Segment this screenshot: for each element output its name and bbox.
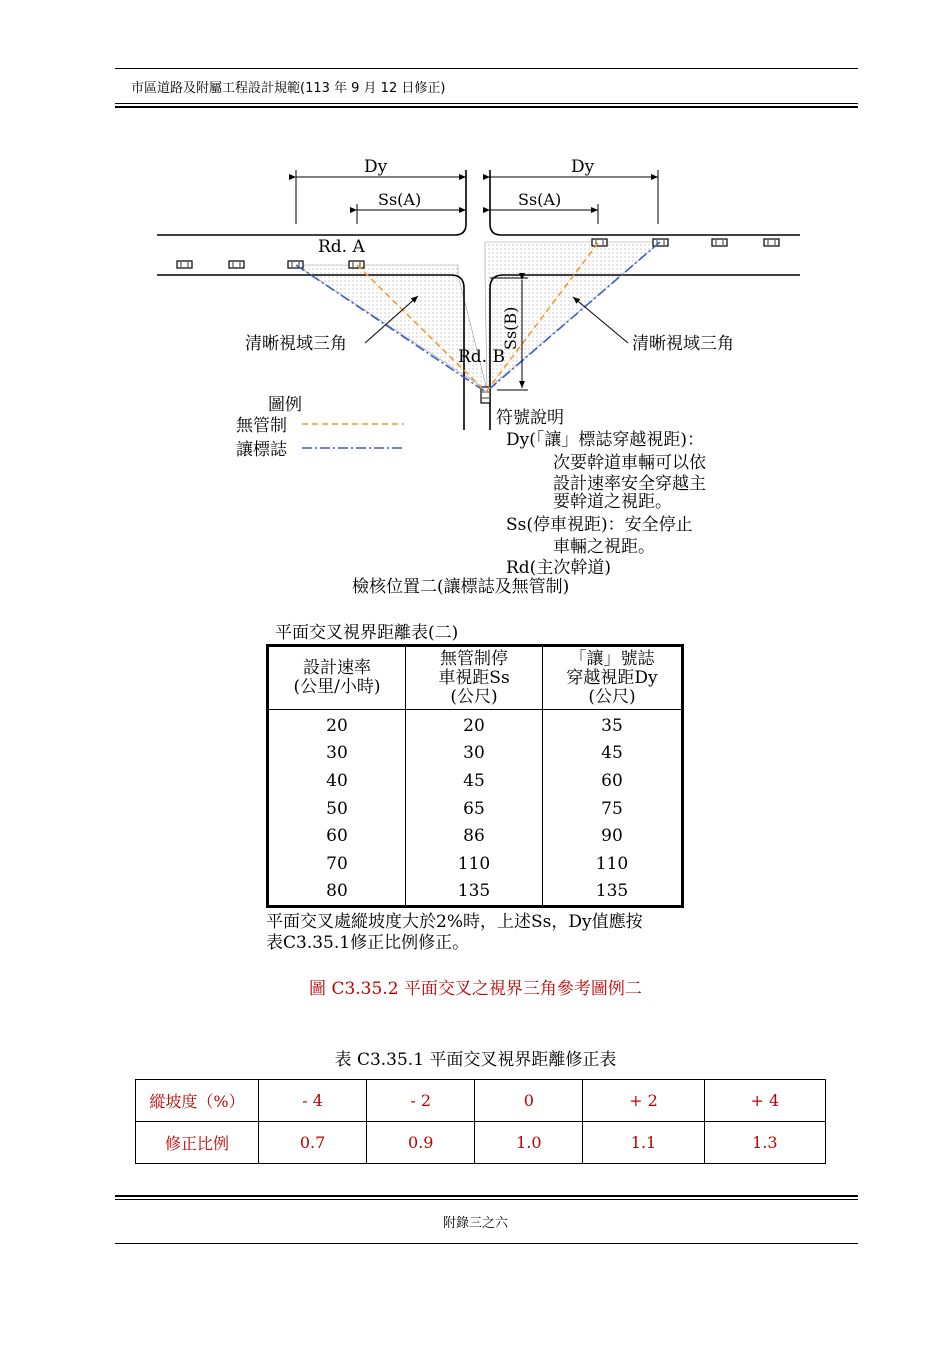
table-cell: 40 — [268, 767, 406, 795]
symbols-dy-line1: Dy(「讓」標誌穿越視距)： — [506, 430, 704, 450]
symbols-title: 符號說明 — [496, 408, 564, 428]
header-line: 車視距Ss — [438, 667, 510, 688]
table-cell: 20 — [406, 710, 543, 740]
dim-ss-b-label: Ss(B) — [501, 306, 520, 350]
table-cell: 50 — [268, 795, 406, 823]
header-line: 「讓」號誌 — [569, 648, 655, 669]
road-a-label: Rd. A — [318, 237, 365, 257]
legend-title: 圖例 — [268, 395, 302, 415]
table2-header-dy — [543, 646, 683, 710]
table-cell: 110 — [595, 853, 629, 874]
table-cell: 0 — [475, 1080, 583, 1122]
symbols-ss-line1: Ss(停車視距)：安全停止 — [506, 515, 693, 535]
header-line: (公尺) — [450, 686, 498, 707]
table-cell: + 4 — [704, 1080, 825, 1122]
table-cell: 135 — [595, 881, 629, 902]
table-cell: 修正比例 — [136, 1122, 259, 1164]
header-rule-thin — [115, 103, 858, 104]
table-cell: 縱坡度（%） — [136, 1080, 259, 1122]
header-top-rule — [115, 68, 858, 69]
table-cell: 1.3 — [704, 1122, 825, 1164]
table-row — [136, 1122, 826, 1164]
table-cell: 30 — [406, 740, 543, 768]
table-row — [268, 740, 683, 768]
symbols-rd-line: Rd(主次幹道) — [506, 558, 611, 578]
dim-ss-left-label: Ss(A) — [378, 190, 422, 209]
legend-yield-label: 讓標誌 — [236, 440, 287, 460]
table-cell: + 2 — [583, 1080, 704, 1122]
table-cell: 60 — [268, 822, 406, 850]
table-cell: 35 — [601, 715, 623, 736]
vehicle — [592, 239, 607, 246]
table-cell: 20 — [268, 710, 406, 740]
dim-dy-right-label: Dy — [571, 157, 595, 177]
table-cell: 1.1 — [583, 1122, 704, 1164]
table2-title: 平面交叉視界距離表(二) — [275, 623, 459, 643]
table-cell: 0.7 — [259, 1122, 367, 1164]
vehicle — [712, 239, 727, 246]
figure-subtitle: 檢核位置二(讓標誌及無管制) — [352, 577, 570, 597]
figure-caption: 圖 C3.35.2 平面交叉之視界三角參考圖例二 — [309, 979, 642, 999]
table-cell: 90 — [601, 826, 623, 847]
table-row — [268, 710, 683, 740]
table2-header-ss — [406, 646, 543, 710]
header-line: 設計速率 — [303, 658, 371, 678]
dim-dy-left-label: Dy — [364, 157, 388, 177]
table-cell: 45 — [406, 767, 543, 795]
table-cell: 110 — [406, 850, 543, 878]
visibility-distance-table — [266, 644, 684, 908]
correction-ratio-table — [135, 1079, 826, 1164]
symbols-dy-line2: 次要幹道車輛可以依 — [553, 453, 706, 473]
header-rule-thick — [115, 106, 858, 108]
vehicle — [349, 261, 364, 268]
table-cell: 65 — [406, 795, 543, 823]
table-row — [136, 1080, 826, 1122]
sight-triangle-diagram — [0, 140, 951, 605]
table-cell: 60 — [601, 770, 623, 791]
header-line: (公里/小時) — [293, 677, 381, 697]
table-row — [268, 850, 683, 878]
vehicle — [764, 239, 779, 246]
table-row — [268, 767, 683, 795]
table-cell: - 4 — [259, 1080, 367, 1122]
table-cell: 135 — [406, 878, 543, 907]
dim-ss-right-label: Ss(A) — [518, 190, 562, 209]
symbols-dy-line4: 要幹道之視距。 — [553, 492, 672, 512]
symbols-dy-line3: 設計速率安全穿越主 — [553, 474, 706, 494]
vehicle — [653, 239, 668, 246]
legend-uncontrolled-label: 無管制 — [236, 416, 287, 436]
vehicle — [229, 261, 244, 268]
table2-note — [266, 912, 706, 954]
table-cell: 80 — [268, 878, 406, 907]
road-edges — [157, 170, 800, 430]
header-line: 穿越視距Dy — [566, 667, 658, 688]
footer-rule-thin — [115, 1199, 858, 1200]
table-row — [268, 822, 683, 850]
table2-header-speed — [268, 646, 406, 710]
sight-triangle-left-label: 清晰視域三角 — [245, 334, 347, 354]
vehicle — [177, 261, 192, 268]
footer-rule-thick — [115, 1195, 858, 1197]
table-row — [268, 795, 683, 823]
table-cell: 30 — [268, 740, 406, 768]
table3-caption: 表 C3.35.1 平面交叉視界距離修正表 — [334, 1050, 617, 1070]
table-cell: 86 — [406, 822, 543, 850]
header-line: 無管制停 — [440, 648, 508, 669]
sight-triangle-right-label: 清晰視域三角 — [632, 334, 734, 354]
sight-triangle-left-area — [296, 265, 487, 390]
table-cell: 1.0 — [475, 1122, 583, 1164]
vehicle — [288, 261, 303, 268]
note-line: 表C3.35.1修正比例修正。 — [266, 933, 470, 953]
header-line: (公尺) — [588, 686, 636, 707]
road-b-label: Rd. B — [458, 347, 505, 367]
page-footer: 附錄三之六 — [442, 1216, 508, 1231]
table-cell: 45 — [601, 743, 623, 764]
leader-right — [573, 297, 628, 343]
table-row — [268, 878, 683, 907]
note-line: 平面交叉處縱坡度大於2%時，上述Ss，Dy值應按 — [266, 912, 643, 932]
table-cell: 70 — [268, 850, 406, 878]
symbols-ss-line2: 車輛之視距。 — [553, 537, 655, 557]
footer-bottom-rule — [115, 1243, 858, 1244]
table-cell: 75 — [601, 798, 623, 819]
page-header: 市區道路及附屬工程設計規範(113 年 9 月 12 日修正) — [131, 81, 446, 96]
table-cell: - 2 — [367, 1080, 475, 1122]
table-cell: 0.9 — [367, 1122, 475, 1164]
